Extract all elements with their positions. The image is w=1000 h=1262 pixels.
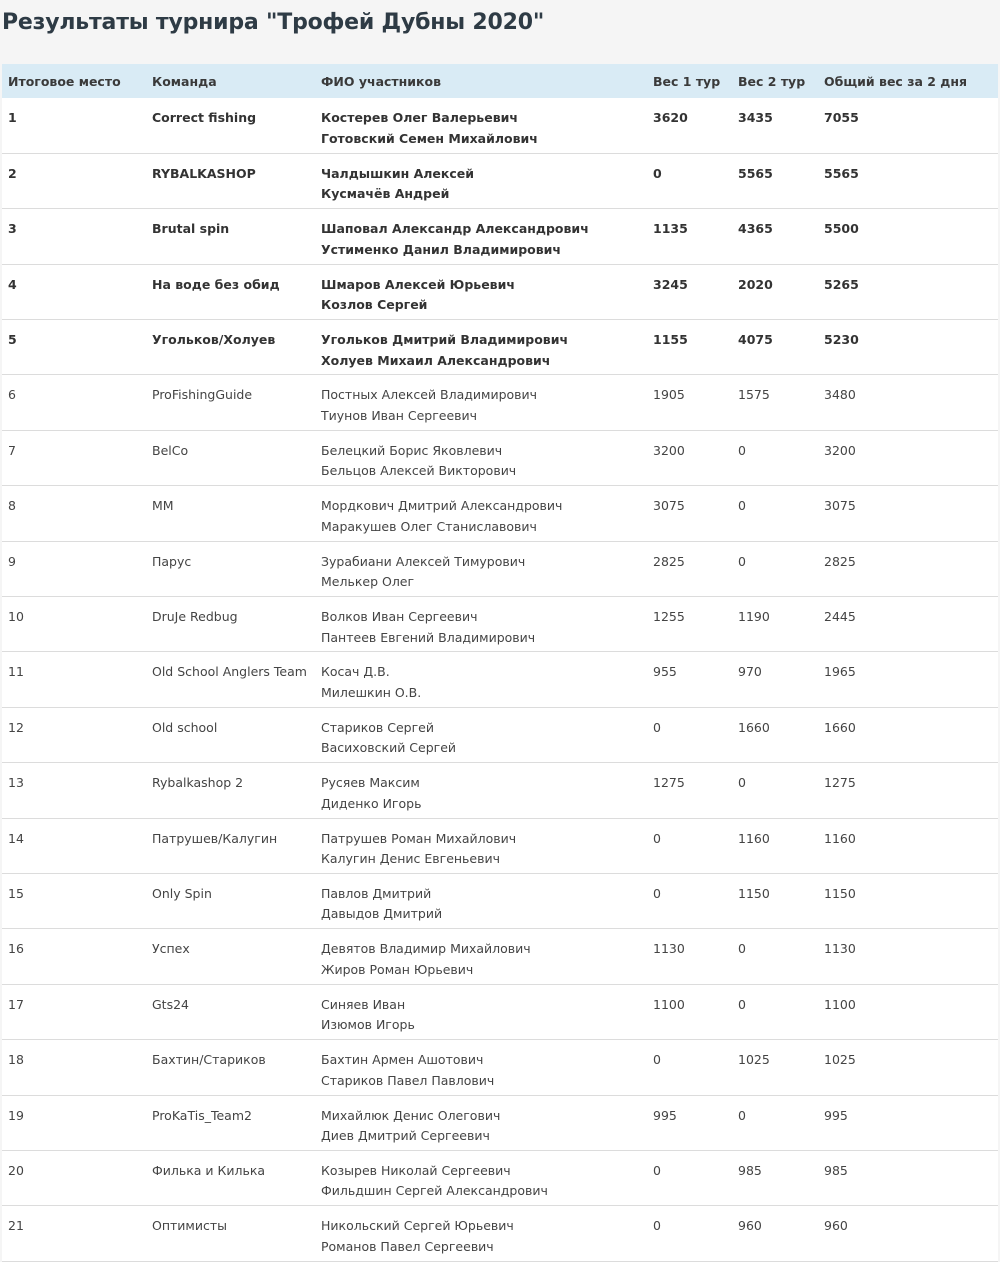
weight-round-2-cell: 5565: [732, 153, 818, 208]
total-weight-cell: 1160: [818, 818, 998, 873]
table-row: [2, 1095, 998, 1150]
team-cell: Оптимисты: [146, 1206, 315, 1261]
weight-round-2-cell: 0: [732, 763, 818, 818]
place-cell: 20: [2, 1150, 146, 1205]
table-row: [2, 98, 998, 153]
place-cell: 6: [2, 375, 146, 430]
total-weight-cell: 2445: [818, 597, 998, 652]
members-cell: [315, 430, 647, 485]
table-row: [2, 486, 998, 541]
members-cell: [315, 873, 647, 928]
header-weight-round-1: Вес 1 тур: [647, 64, 732, 98]
members-cell: [315, 209, 647, 264]
place-cell: 2: [2, 153, 146, 208]
member-name-1: Павлов Дмитрий: [321, 885, 432, 901]
team-cell: Патрушев/Калугин: [146, 818, 315, 873]
total-weight-cell: 5500: [818, 209, 998, 264]
weight-round-2-cell: 3435: [732, 98, 818, 153]
weight-round-1-cell: 3200: [647, 430, 732, 485]
weight-round-1-cell: 1255: [647, 597, 732, 652]
table-row: [2, 597, 998, 652]
table-row: [2, 984, 998, 1039]
team-cell: Угольков/Холуев: [146, 320, 315, 375]
total-weight-cell: 985: [818, 1150, 998, 1205]
members-cell: [315, 707, 647, 762]
header-team: Команда: [146, 64, 315, 98]
member-name-1: Никольский Сергей Юрьевич: [321, 1218, 514, 1234]
members-cell: [315, 153, 647, 208]
weight-round-2-cell: 0: [732, 541, 818, 596]
member-name-1: Патрушев Роман Михайлович: [321, 830, 517, 846]
weight-round-2-cell: 960: [732, 1206, 818, 1261]
weight-round-1-cell: 3620: [647, 98, 732, 153]
member-name-2: Диев Дмитрий Сергеевич: [321, 1128, 490, 1144]
member-name-2: Козлов Сергей: [321, 297, 428, 313]
member-name-1: Михайлюк Денис Олегович: [321, 1107, 501, 1123]
page-title: Результаты турнира "Трофей Дубны 2020": [2, 10, 545, 35]
weight-round-1-cell: 1100: [647, 984, 732, 1039]
weight-round-2-cell: 985: [732, 1150, 818, 1205]
member-name-2: Изюмов Игорь: [321, 1017, 415, 1033]
member-name-2: Фильдшин Сергей Александрович: [321, 1183, 548, 1199]
member-name-2: Бельцов Алексей Викторович: [321, 463, 517, 479]
table-row: [2, 209, 998, 264]
weight-round-2-cell: 0: [732, 1095, 818, 1150]
place-cell: 12: [2, 707, 146, 762]
member-name-2: Васиховский Сергей: [321, 740, 457, 756]
members-cell: [315, 984, 647, 1039]
team-cell: Correct fishing: [146, 98, 315, 153]
member-name-2: Жиров Роман Юрьевич: [321, 961, 474, 977]
table-row: [2, 873, 998, 928]
weight-round-1-cell: 0: [647, 153, 732, 208]
weight-round-1-cell: 955: [647, 652, 732, 707]
table-row: [2, 541, 998, 596]
results-table: [2, 64, 998, 1262]
member-name-2: Тиунов Иван Сергеевич: [321, 407, 478, 423]
members-cell: [315, 763, 647, 818]
header-weight-round-2: Вес 2 тур: [732, 64, 818, 98]
member-name-1: Стариков Сергей: [321, 719, 435, 735]
member-name-1: Бахтин Армен Ашотович: [321, 1052, 484, 1068]
total-weight-cell: 3075: [818, 486, 998, 541]
member-name-1: Угольков Дмитрий Владимирович: [321, 332, 569, 348]
table-row: [2, 153, 998, 208]
table-row: [2, 763, 998, 818]
total-weight-cell: 5265: [818, 264, 998, 319]
table-header-row: [2, 64, 998, 98]
total-weight-cell: 7055: [818, 98, 998, 153]
header-total-weight: Общий вес за 2 дня: [818, 64, 998, 98]
place-cell: 19: [2, 1095, 146, 1150]
members-cell: [315, 98, 647, 153]
table-row: [2, 707, 998, 762]
weight-round-2-cell: 4365: [732, 209, 818, 264]
weight-round-1-cell: 2825: [647, 541, 732, 596]
weight-round-2-cell: 0: [732, 486, 818, 541]
member-name-1: Русяев Максим: [321, 775, 420, 791]
member-name-2: Давыдов Дмитрий: [321, 906, 443, 922]
weight-round-2-cell: 0: [732, 929, 818, 984]
header-members: ФИО участников: [315, 64, 647, 98]
member-name-2: Кусмачёв Андрей: [321, 186, 450, 202]
total-weight-cell: 1150: [818, 873, 998, 928]
member-name-1: Девятов Владимир Михайлович: [321, 941, 531, 957]
weight-round-2-cell: 970: [732, 652, 818, 707]
total-weight-cell: 960: [818, 1206, 998, 1261]
weight-round-1-cell: 0: [647, 1040, 732, 1095]
member-name-2: Готовский Семен Михайлович: [321, 130, 538, 146]
weight-round-2-cell: 1660: [732, 707, 818, 762]
weight-round-2-cell: 1160: [732, 818, 818, 873]
members-cell: [315, 486, 647, 541]
table-row: [2, 264, 998, 319]
total-weight-cell: 1660: [818, 707, 998, 762]
member-name-1: Козырев Николай Сергеевич: [321, 1162, 511, 1178]
members-cell: [315, 1150, 647, 1205]
place-cell: 14: [2, 818, 146, 873]
member-name-1: Зурабиани Алексей Тимурович: [321, 553, 526, 569]
members-cell: [315, 541, 647, 596]
member-name-2: Мелькер Олег: [321, 574, 415, 590]
member-name-2: Романов Павел Сергеевич: [321, 1238, 494, 1254]
place-cell: 5: [2, 320, 146, 375]
team-cell: ProKaTis_Team2: [146, 1095, 315, 1150]
weight-round-1-cell: 1905: [647, 375, 732, 430]
member-name-2: Устименко Данил Владимирович: [321, 241, 562, 257]
weight-round-2-cell: 1025: [732, 1040, 818, 1095]
member-name-1: Косач Д.В.: [321, 664, 390, 680]
place-cell: 1: [2, 98, 146, 153]
team-cell: BelCo: [146, 430, 315, 485]
team-cell: MM: [146, 486, 315, 541]
total-weight-cell: 1965: [818, 652, 998, 707]
members-cell: [315, 1206, 647, 1261]
weight-round-1-cell: 3245: [647, 264, 732, 319]
table-row: [2, 818, 998, 873]
place-cell: 10: [2, 597, 146, 652]
total-weight-cell: 1130: [818, 929, 998, 984]
place-cell: 21: [2, 1206, 146, 1261]
weight-round-1-cell: 1135: [647, 209, 732, 264]
team-cell: Филька и Килька: [146, 1150, 315, 1205]
table-row: [2, 375, 998, 430]
member-name-1: Волков Иван Сергеевич: [321, 609, 478, 625]
table-row: [2, 1150, 998, 1205]
member-name-1: Белецкий Борис Яковлевич: [321, 442, 503, 458]
member-name-1: Шаповал Александр Александрович: [321, 221, 589, 237]
member-name-2: Калугин Денис Евгеньевич: [321, 851, 500, 867]
total-weight-cell: 1100: [818, 984, 998, 1039]
member-name-1: Костерев Олег Валерьевич: [321, 110, 518, 125]
members-cell: [315, 597, 647, 652]
team-cell: DruJe Redbug: [146, 597, 315, 652]
total-weight-cell: 5230: [818, 320, 998, 375]
member-name-2: Стариков Павел Павлович: [321, 1072, 495, 1088]
weight-round-1-cell: 0: [647, 707, 732, 762]
total-weight-cell: 1275: [818, 763, 998, 818]
member-name-1: Постных Алексей Владимирович: [321, 387, 538, 403]
team-cell: Gts24: [146, 984, 315, 1039]
table-row: [2, 1206, 998, 1261]
member-name-2: Милешкин О.В.: [321, 684, 422, 700]
table-body: [2, 98, 998, 1261]
team-cell: Only Spin: [146, 873, 315, 928]
member-name-1: Чалдышкин Алексей: [321, 165, 475, 181]
weight-round-2-cell: 1190: [732, 597, 818, 652]
place-cell: 17: [2, 984, 146, 1039]
total-weight-cell: 2825: [818, 541, 998, 596]
weight-round-2-cell: 0: [732, 430, 818, 485]
place-cell: 4: [2, 264, 146, 319]
weight-round-1-cell: 0: [647, 1150, 732, 1205]
place-cell: 11: [2, 652, 146, 707]
member-name-1: Шмаров Алексей Юрьевич: [321, 276, 515, 292]
members-cell: [315, 929, 647, 984]
place-cell: 9: [2, 541, 146, 596]
weight-round-1-cell: 0: [647, 1206, 732, 1261]
weight-round-1-cell: 1275: [647, 763, 732, 818]
team-cell: ProFishingGuide: [146, 375, 315, 430]
place-cell: 7: [2, 430, 146, 485]
place-cell: 8: [2, 486, 146, 541]
member-name-2: Маракушев Олег Станиславович: [321, 518, 537, 534]
table-row: [2, 1040, 998, 1095]
team-cell: Успех: [146, 929, 315, 984]
table-row: [2, 652, 998, 707]
member-name-2: Холуев Михаил Александрович: [321, 352, 551, 368]
place-cell: 18: [2, 1040, 146, 1095]
members-cell: [315, 264, 647, 319]
weight-round-1-cell: 1155: [647, 320, 732, 375]
place-cell: 13: [2, 763, 146, 818]
members-cell: [315, 652, 647, 707]
weight-round-2-cell: 4075: [732, 320, 818, 375]
team-cell: Brutal spin: [146, 209, 315, 264]
team-cell: Old school: [146, 707, 315, 762]
total-weight-cell: 1025: [818, 1040, 998, 1095]
table-row: [2, 320, 998, 375]
members-cell: [315, 818, 647, 873]
table-row: [2, 929, 998, 984]
place-cell: 15: [2, 873, 146, 928]
weight-round-2-cell: 1575: [732, 375, 818, 430]
total-weight-cell: 5565: [818, 153, 998, 208]
members-cell: [315, 1095, 647, 1150]
team-cell: RYBALKASHOP: [146, 153, 315, 208]
weight-round-1-cell: 0: [647, 873, 732, 928]
weight-round-2-cell: 1150: [732, 873, 818, 928]
team-cell: На воде без обид: [146, 264, 315, 319]
team-cell: Old School Anglers Team: [146, 652, 315, 707]
total-weight-cell: 995: [818, 1095, 998, 1150]
weight-round-1-cell: 3075: [647, 486, 732, 541]
weight-round-2-cell: 2020: [732, 264, 818, 319]
team-cell: Rybalkashop 2: [146, 763, 315, 818]
members-cell: [315, 1040, 647, 1095]
table-row: [2, 430, 998, 485]
members-cell: [315, 375, 647, 430]
team-cell: Парус: [146, 541, 315, 596]
member-name-1: Мордкович Дмитрий Александрович: [321, 498, 563, 514]
members-cell: [315, 320, 647, 375]
place-cell: 16: [2, 929, 146, 984]
weight-round-2-cell: 0: [732, 984, 818, 1039]
weight-round-1-cell: 0: [647, 818, 732, 873]
member-name-1: Синяев Иван: [321, 996, 406, 1012]
weight-round-1-cell: 995: [647, 1095, 732, 1150]
weight-round-1-cell: 1130: [647, 929, 732, 984]
total-weight-cell: 3480: [818, 375, 998, 430]
header-place: Итоговое место: [2, 64, 146, 98]
place-cell: 3: [2, 209, 146, 264]
total-weight-cell: 3200: [818, 430, 998, 485]
team-cell: Бахтин/Стариков: [146, 1040, 315, 1095]
member-name-2: Пантеев Евгений Владимирович: [321, 629, 536, 645]
member-name-2: Диденко Игорь: [321, 795, 422, 811]
